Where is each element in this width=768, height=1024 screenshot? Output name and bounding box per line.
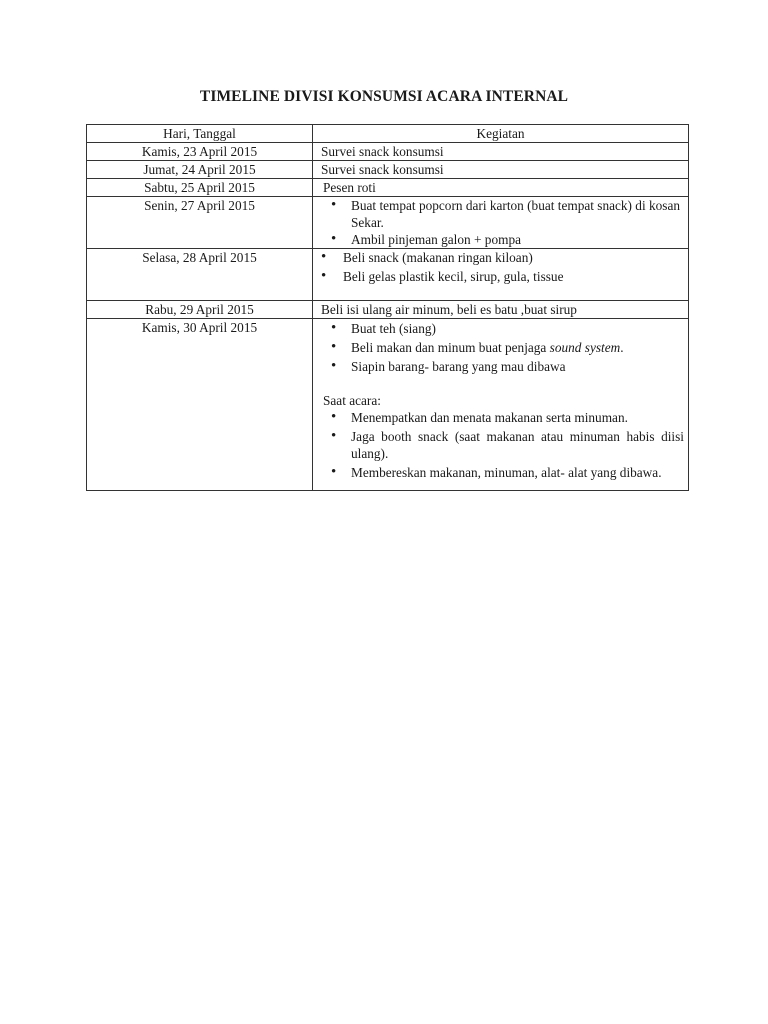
table-row bbox=[87, 161, 689, 179]
date-cell: Senin, 27 April 2015 bbox=[87, 197, 313, 249]
activity-cell bbox=[313, 197, 689, 249]
column-header-activity: Kegiatan bbox=[313, 125, 689, 143]
list-item: • Menempatkan dan menata makanan serta minuman. bbox=[313, 409, 688, 426]
date-cell: Kamis, 23 April 2015 bbox=[87, 143, 313, 161]
table-row bbox=[87, 143, 689, 161]
activity-cell: Beli isi ulang air minum, beli es batu ,buat sirup bbox=[313, 301, 689, 319]
italic-text: sound system bbox=[549, 340, 621, 355]
activity-cell bbox=[313, 249, 689, 301]
date-cell: Selasa, 28 April 2015 bbox=[87, 249, 313, 301]
activity-cell bbox=[313, 319, 689, 491]
activity-cell: Pesen roti bbox=[313, 179, 689, 197]
list-item: • Membereskan makanan, minuman, alat- alat yang dibawa. bbox=[313, 464, 688, 481]
date-cell: Jumat, 24 April 2015 bbox=[87, 161, 313, 179]
date-cell: Rabu, 29 April 2015 bbox=[87, 301, 313, 319]
list-item: • Jaga booth snack (saat makanan atau minuman habis diisi ulang). bbox=[313, 428, 688, 462]
table-header-row bbox=[87, 125, 689, 143]
list-item: • Beli snack (makanan ringan kiloan) bbox=[313, 249, 688, 266]
date-cell: Sabtu, 25 April 2015 bbox=[87, 179, 313, 197]
activity-cell: Survei snack konsumsi bbox=[313, 161, 689, 179]
list-item: • Beli gelas plastik kecil, sirup, gula, tissue bbox=[313, 268, 688, 285]
subheading: Saat acara: bbox=[323, 393, 381, 408]
list-item: • Beli makan dan minum buat penjaga sound system. bbox=[313, 339, 688, 356]
list-item: • Buat tempat popcorn dari karton (buat tempat snack) di kosan Sekar. bbox=[313, 197, 688, 231]
table-row bbox=[87, 197, 689, 249]
timeline-table bbox=[86, 124, 689, 491]
list-item: • Buat teh (siang) bbox=[313, 320, 688, 337]
activity-cell: Survei snack konsumsi bbox=[313, 143, 689, 161]
date-cell: Kamis, 30 April 2015 bbox=[87, 319, 313, 491]
table-row bbox=[87, 319, 689, 491]
list-item: • Siapin barang- barang yang mau dibawa bbox=[313, 358, 688, 375]
table-row bbox=[87, 301, 689, 319]
page-title: TIMELINE DIVISI KONSUMSI ACARA INTERNAL bbox=[199, 88, 569, 105]
table-row bbox=[87, 249, 689, 301]
list-item: • Ambil pinjeman galon + pompa bbox=[313, 231, 688, 248]
table-row bbox=[87, 179, 689, 197]
column-header-date: Hari, Tanggal bbox=[87, 125, 313, 143]
